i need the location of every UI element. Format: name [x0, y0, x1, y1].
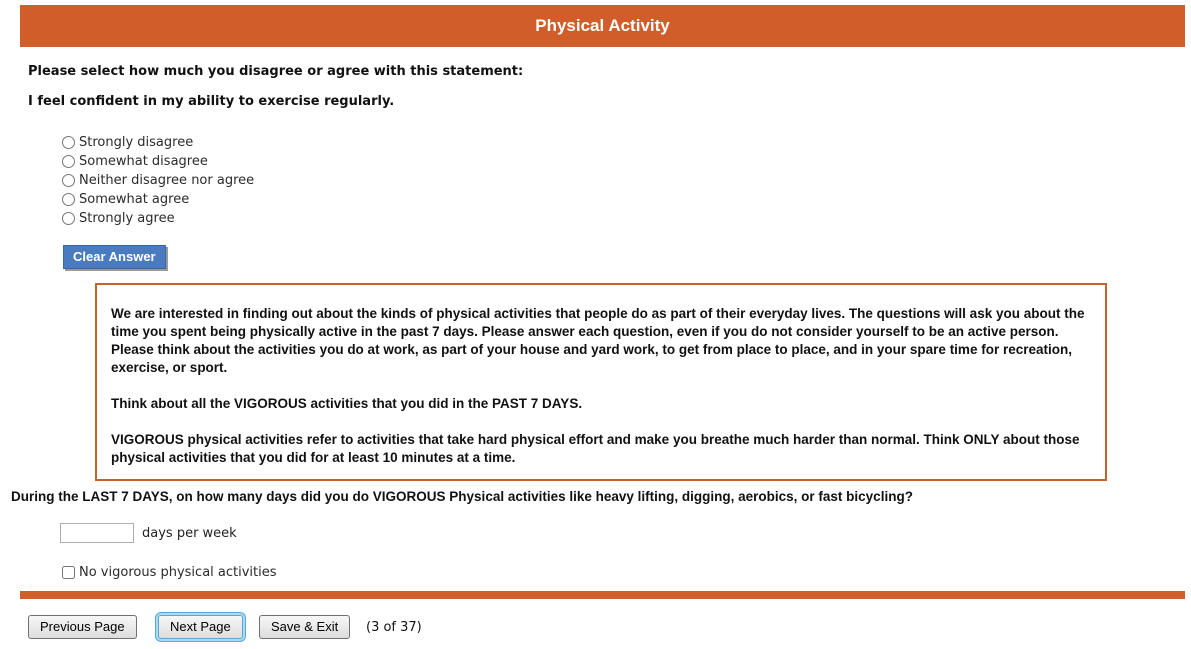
- clear-answer-button[interactable]: Clear Answer: [63, 245, 166, 269]
- radio-somewhat-agree[interactable]: [62, 193, 75, 206]
- radio-label-strongly-disagree[interactable]: Strongly disagree: [79, 135, 194, 150]
- page-indicator: (3 of 37): [366, 620, 422, 635]
- days-per-week-row: [60, 523, 237, 543]
- instructions-paragraph-3: VIGOROUS physical activities refer to activities that take hard physical effort and make you breathe much harder than normal. Think ONLY about those physical activities that you did for at least 10 minutes at a time.: [111, 432, 1080, 465]
- no-vigorous-activities-row: [62, 565, 277, 580]
- radio-somewhat-disagree[interactable]: [62, 155, 75, 168]
- no-vigorous-activities-checkbox[interactable]: [62, 566, 75, 579]
- instructions-paragraph-1: We are interested in finding out about the kinds of physical activities that people do as part of their everyday lives. The questions will ask you about the time you spent being physically active in the past 7 days. Please answer each question, even if you do not consider yourself to be an active person. Please think about the activities you do at work, as part of your house and yard work, to get from place to place, and in your spare time for recreation, exercise, or sport.: [111, 306, 1085, 375]
- radio-neither-disagree-nor-agree[interactable]: [62, 174, 75, 187]
- radio-label-neither-disagree-nor-agree[interactable]: Neither disagree nor agree: [79, 173, 255, 188]
- radio-strongly-agree[interactable]: [62, 212, 75, 225]
- radio-strongly-disagree[interactable]: [62, 136, 75, 149]
- radio-option-row: [62, 152, 254, 171]
- radio-label-strongly-agree[interactable]: Strongly agree: [79, 211, 175, 226]
- instructions-paragraph-2: Think about all the VIGOROUS activities that you did in the PAST 7 DAYS.: [111, 396, 583, 411]
- previous-page-button[interactable]: Previous Page: [28, 615, 137, 639]
- radio-label-somewhat-disagree[interactable]: Somewhat disagree: [79, 154, 208, 169]
- days-per-week-label: days per week: [142, 525, 237, 541]
- question1-statement: I feel confident in my ability to exercise regularly.: [28, 94, 395, 109]
- header-bar: [20, 5, 1185, 47]
- question2-text: During the LAST 7 DAYS, on how many days did you do VIGOROUS Physical activities like heavy lifting, digging, aerobics, or fast bicycling?: [11, 489, 913, 504]
- radio-option-row: [62, 209, 254, 228]
- page-title: Physical Activity: [535, 16, 670, 35]
- no-vigorous-activities-label[interactable]: No vigorous physical activities: [79, 565, 277, 580]
- days-per-week-input[interactable]: [60, 523, 134, 543]
- question1-intro: Please select how much you disagree or agree with this statement:: [28, 64, 524, 79]
- radio-label-somewhat-agree[interactable]: Somewhat agree: [79, 192, 190, 207]
- instructions-box: [95, 283, 1107, 481]
- radio-option-row: [62, 133, 254, 152]
- radio-option-row: [62, 171, 254, 190]
- question1-radio-group: [62, 133, 254, 228]
- footer-divider: [20, 591, 1185, 599]
- save-and-exit-button[interactable]: Save & Exit: [259, 615, 350, 639]
- next-page-button[interactable]: Next Page: [158, 615, 243, 639]
- radio-option-row: [62, 190, 254, 209]
